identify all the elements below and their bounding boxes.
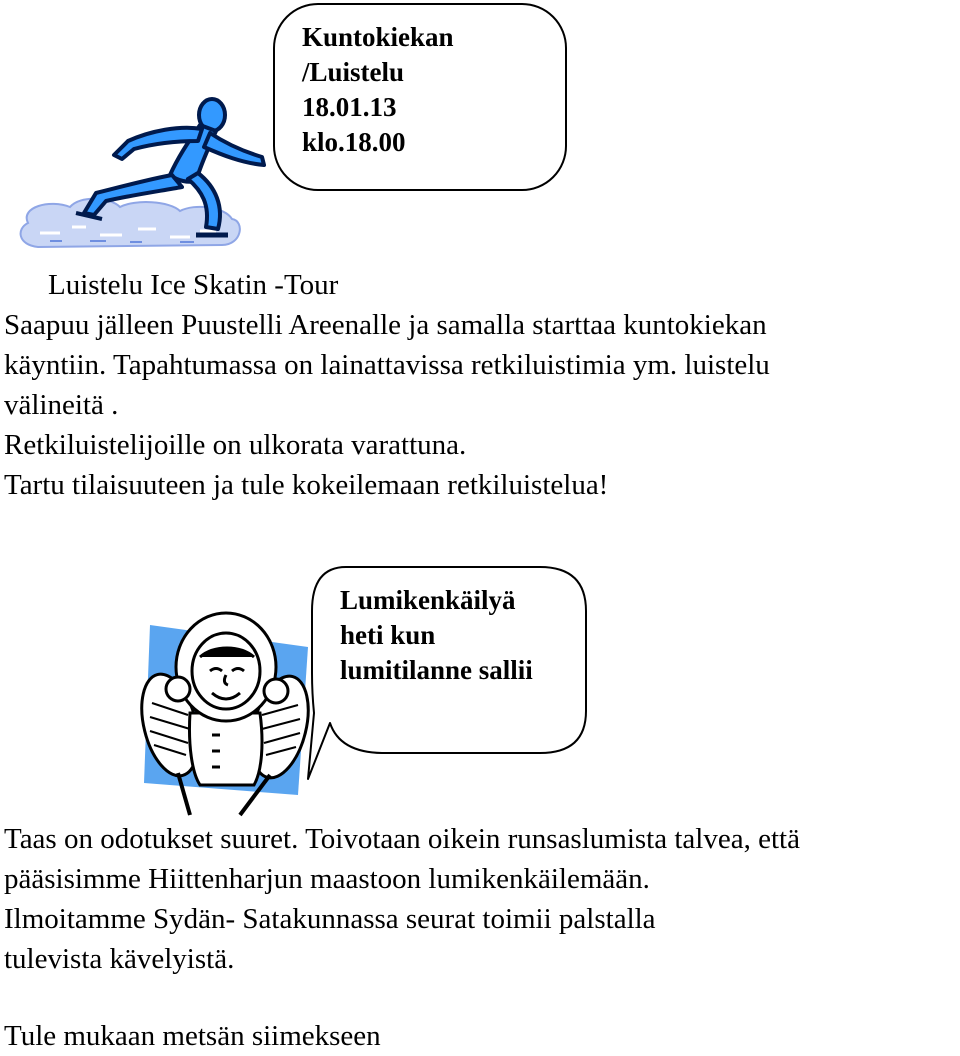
bubble-line: /Luistelu: [302, 57, 405, 87]
paragraph-line: tulevista kävelyistä.: [4, 943, 235, 975]
snowshoe-event-info: [340, 583, 533, 688]
closing-line: Tule mukaan metsän siimekseen: [4, 1020, 381, 1052]
snowshoer-clipart: [130, 605, 325, 820]
paragraph-line: käyntiin. Tapahtumassa on lainattavissa retkiluistimia ym. luistelu: [4, 349, 770, 381]
bubble-line: heti kun: [340, 620, 436, 650]
paragraph-line: Saapuu jälleen Puustelli Areenalle ja samalla starttaa kuntokiekan: [4, 309, 767, 341]
paragraph-line: välineitä .: [4, 389, 119, 421]
skating-heading: Luistelu Ice Skatin -Tour: [48, 269, 339, 301]
paragraph-line: pääsisimme Hiittenharjun maastoon lumikenkäilemään.: [4, 863, 650, 895]
bubble-line: Kuntokiekan: [302, 22, 454, 52]
paragraph-line: Tartu tilaisuuteen ja tule kokeilemaan retkiluistelua!: [4, 469, 609, 501]
bubble-line: 18.01.13: [302, 92, 397, 122]
skating-event-info: [302, 20, 454, 160]
paragraph-line: Ilmoitamme Sydän- Satakunnassa seurat toimii palstalla: [4, 903, 656, 935]
paragraph-line: Taas on odotukset suuret. Toivotaan oikein runsaslumista talvea, että: [4, 823, 800, 855]
skating-section: [4, 265, 770, 505]
skater-clipart: [10, 95, 275, 260]
snowshoe-section: [4, 819, 800, 979]
bubble-line: lumitilanne sallii: [340, 655, 533, 685]
bubble-line: klo.18.00: [302, 127, 406, 157]
bubble-line: Lumikenkäilyä: [340, 585, 516, 615]
paragraph-line: Retkiluistelijoille on ulkorata varattuna.: [4, 429, 467, 461]
